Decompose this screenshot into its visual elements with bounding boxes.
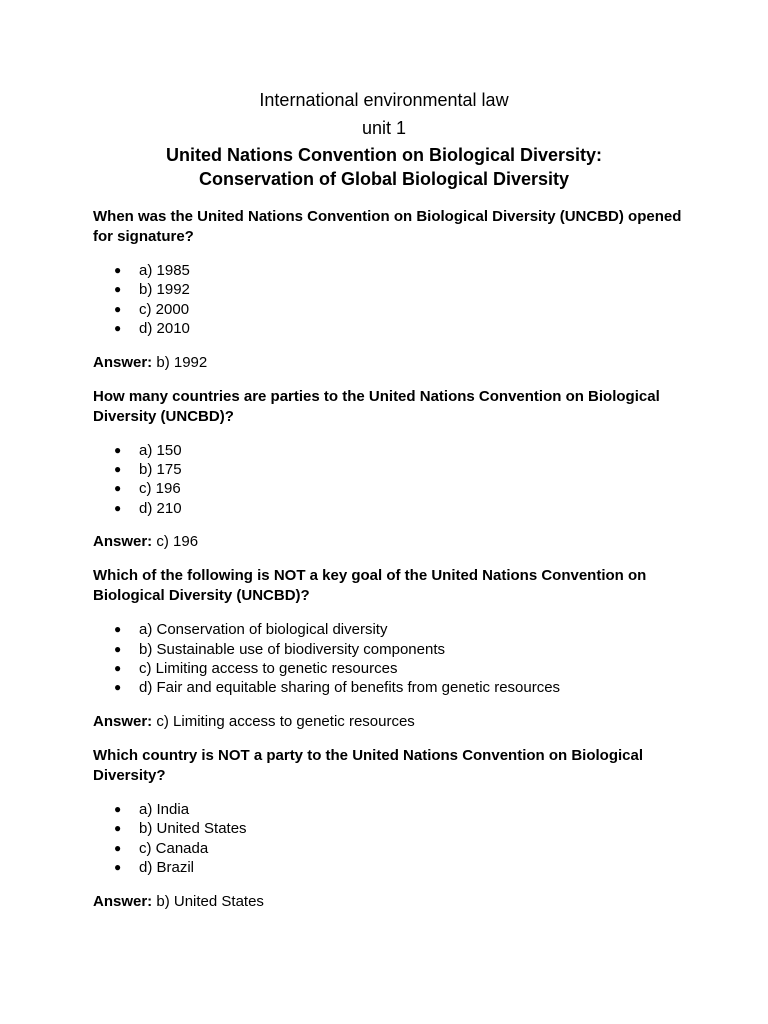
answer-label: Answer: [93,712,153,730]
answer-line [93,712,693,732]
bullet-icon: ● [114,321,122,336]
option-item [93,479,693,498]
answer-label: Answer: [93,533,153,551]
option-item [93,280,693,299]
option-item [93,800,693,819]
bullet-icon: ● [114,641,122,656]
answer-text: b) 1992 [156,353,208,371]
answer-line [93,892,693,912]
option-text: d) 210 [139,499,182,517]
option-text: a) India [139,800,190,818]
title-block [0,86,768,191]
answer-text: c) Limiting access to genetic resources [156,712,415,730]
bullet-icon: ● [114,462,122,477]
option-item [93,659,693,678]
question-block [93,746,693,912]
option-item [93,839,693,858]
question-block [93,566,693,732]
option-text: d) Fair and equitable sharing of benefits from genetic resources [139,679,561,697]
course-title: International environmental law [259,90,509,110]
option-text: c) Canada [139,839,209,857]
option-text: b) 1992 [139,281,190,299]
answer-line [93,353,693,373]
question-block [93,387,693,553]
bullet-icon: ● [114,500,122,515]
question-block [93,207,693,373]
option-text: c) 2000 [139,300,190,318]
document-title-line-2: Conservation of Global Biological Diversity [198,169,570,189]
option-text: b) United States [139,820,247,838]
question-text: Which country is NOT a party to the United Nations Convention on Biological Diversity? [93,746,644,784]
options-list [93,261,693,339]
option-item [93,460,693,479]
option-item [93,499,693,518]
option-item [93,319,693,338]
bullet-icon: ● [114,801,122,816]
option-item [93,678,693,697]
question-text: How many countries are parties to the United Nations Convention on Biological Diversity (UNCBD)? [93,387,660,425]
answer-label: Answer: [93,892,153,910]
bullet-icon: ● [114,680,122,695]
option-text: a) 150 [139,441,182,459]
bullet-icon: ● [114,263,122,277]
bullet-icon: ● [114,661,122,676]
option-item [93,858,693,877]
unit-label: unit 1 [361,118,407,138]
option-item [93,620,693,639]
option-text: c) 196 [139,480,181,498]
answer-text: b) United States [156,892,264,910]
question-text: Which of the following is NOT a key goal of the United Nations Convention on Biological Diversity (UNCBD)? [93,567,647,605]
option-text: d) Brazil [139,859,195,877]
quiz-questions [93,207,693,926]
bullet-icon: ● [114,481,122,496]
option-item [93,640,693,659]
question-text: When was the United Nations Convention on Biological Diversity (UNCBD) opened for signature? [93,208,682,245]
option-text: c) Limiting access to genetic resources [139,660,398,678]
bullet-icon: ● [114,622,122,637]
option-text: d) 2010 [139,320,190,338]
options-list [93,441,693,519]
option-text: a) Conservation of biological diversity [139,621,388,639]
bullet-icon: ● [114,860,122,875]
bullet-icon: ● [114,840,122,855]
bullet-icon: ● [114,282,122,297]
options-list [93,620,693,698]
option-text: b) 175 [139,461,182,479]
document-title-line-1: United Nations Convention on Biological Diversity: [165,145,603,165]
bullet-icon: ● [114,821,122,836]
option-item [93,819,693,838]
option-text: a) 1985 [139,262,190,279]
option-item [93,441,693,460]
options-list [93,800,693,878]
bullet-icon: ● [114,301,122,316]
bullet-icon: ● [114,442,122,457]
answer-text: c) 196 [156,533,199,551]
option-item [93,261,693,280]
answer-line [93,532,693,552]
option-text: b) Sustainable use of biodiversity components [139,640,446,658]
answer-label: Answer: [93,353,153,371]
option-item [93,300,693,319]
